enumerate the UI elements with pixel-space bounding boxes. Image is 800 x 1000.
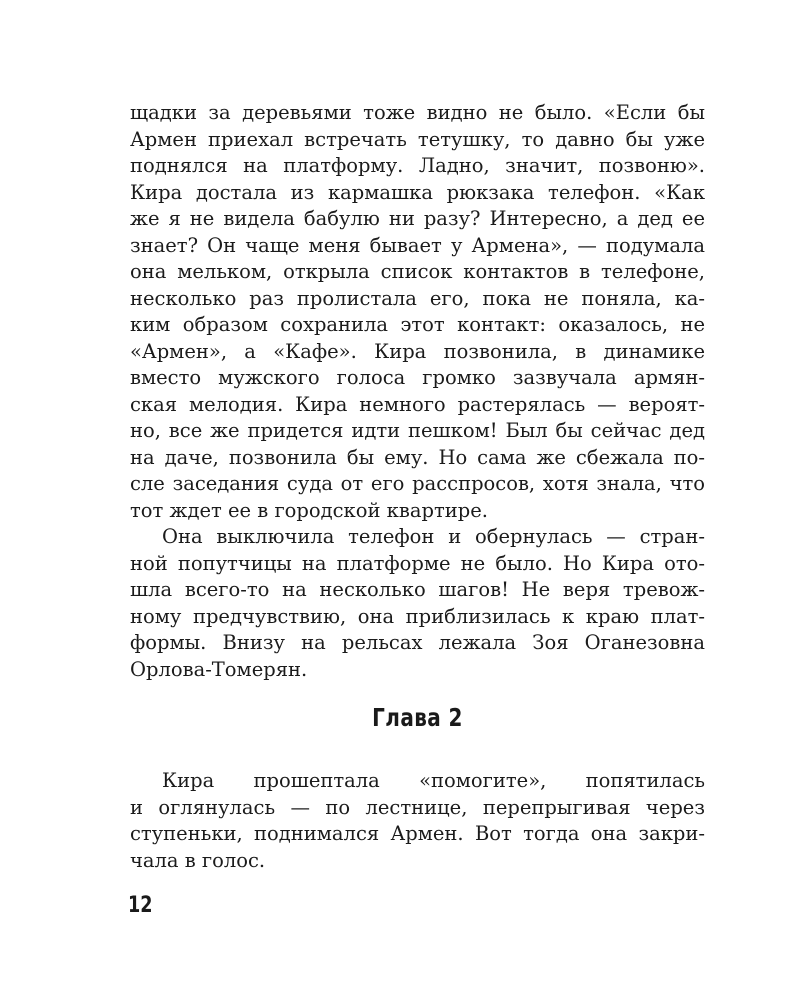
text-line: ская мелодия. Кира немного растерялась — вероят- [130, 392, 705, 416]
text-line: Кира достала из кармашка рюкзака телефон. «Как [130, 180, 705, 204]
text-line: Армен приехал встречать тетушку, то давно бы уже [130, 127, 705, 151]
text-line: знает? Он чаще меня бывает у Армена», — подумала [130, 233, 705, 257]
text-line: несколько раз пролистала его, пока не поняла, ка- [130, 286, 705, 310]
text-line: на даче, позвонила бы ему. Но сама же сбежала по- [130, 445, 705, 469]
paragraph-block-2 [130, 768, 705, 874]
text-line: Кира прошептала «помогите», попятилась [162, 769, 705, 792]
text-line: ному предчувствию, она приблизилась к краю плат- [130, 604, 705, 628]
text-line: Орлова-Томерян. [130, 657, 308, 681]
text-line: но, все же придется идти пешком! Был бы сейчас дед [130, 419, 705, 442]
page-number: 12 [128, 893, 153, 918]
text-line: поднялся на платформу. Ладно, значит, позвоню». [130, 154, 705, 177]
text-line: вместо мужского голоса громко зазвучала армян- [130, 366, 705, 389]
text-line: щадки за деревьями тоже видно не было. «Если бы [130, 101, 705, 124]
text-line: сле заседания суда от его расспросов, хотя знала, что [130, 472, 705, 495]
text-line: же я не видела бабулю ни разу? Интересно, а дед ее [130, 207, 705, 230]
text-line: она мельком, открыла список контактов в телефоне, [130, 260, 705, 283]
text-line: ной попутчицы на платформе не было. Но Кира ото- [130, 551, 705, 575]
text-line: ким образом сохранила этот контакт: оказалось, не [130, 313, 705, 336]
paragraph-block-1 [130, 100, 705, 683]
text-line: тот ждет ее в городской квартире. [130, 498, 488, 522]
text-line: шла всего-то на несколько шагов! Не веря тревож- [130, 578, 705, 601]
text-line: чала в голос. [130, 848, 266, 872]
text-line: Она выключила телефон и обернулась — стран- [162, 525, 705, 548]
chapter-title: Глава 2 [372, 703, 463, 732]
text-line: «Армен», а «Кафе». Кира позвонила, в динамике [130, 339, 705, 363]
text-line: ступеньки, поднимался Армен. Вот тогда она закри- [130, 822, 705, 845]
text-line: формы. Внизу на рельсах лежала Зоя Оганезовна [130, 631, 705, 654]
text-line: и оглянулась — по лестнице, перепрыгивая через [130, 795, 705, 819]
